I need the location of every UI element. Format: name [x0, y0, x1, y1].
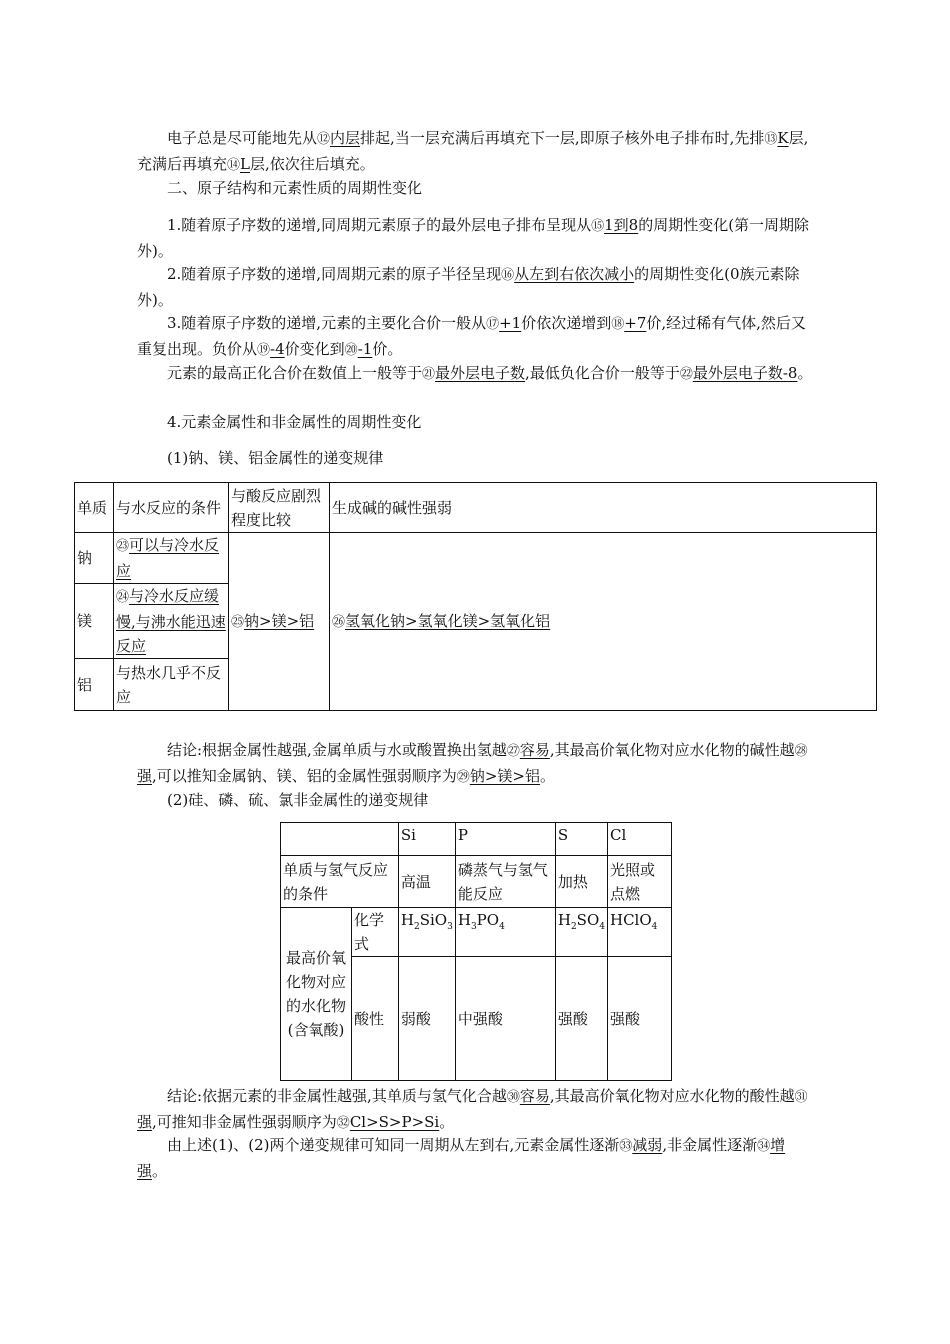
answer-blank: 内层: [330, 129, 361, 147]
formula-cell: $H_2SiO_3$: [398, 908, 455, 957]
answer-number: ㉖: [332, 614, 346, 630]
answer-number: ㉘: [794, 744, 808, 759]
answer-blank: 钠>镁>铝: [469, 767, 540, 785]
formula-cell: $H_2SO_4$: [555, 908, 607, 957]
answer-blank: Cl>S>P>Si: [349, 1113, 440, 1131]
element-name: 铝: [75, 659, 114, 711]
paragraph-electron-filling: 电子总是尽可能地先从⑫内层排起,当一层充满后再填充下一层,即原子核外电子排布时,先排⑬K层,充满后再填充⑭L层,依次往后填充。: [137, 129, 809, 173]
table-cell: 加热: [555, 856, 607, 908]
answer-number: ⑮: [591, 219, 605, 234]
nonmetal-table: [280, 822, 672, 1081]
water-reaction: [114, 533, 229, 584]
formula-cell: $H_3PO_4$: [455, 908, 555, 957]
water-reaction: [114, 584, 229, 659]
element-header: Cl: [607, 823, 671, 856]
nonmetal-conclusion: 结论:依据元素的非金属性越强,其单质与氢气化合越㉚容易,其最高价氧化物对应水化物的酸性越㉛强,可推知非金属性强弱顺序为㉜Cl>S>P>Si。: [137, 1087, 808, 1131]
table-row: [281, 908, 672, 957]
answer-number: ㉔: [116, 590, 130, 605]
table-header: 与水反应的条件: [114, 483, 229, 533]
paragraph-point-1: 1.随着原子序数的递增,同周期元素原子的最外层电子排布呈现从⑮1到8的周期性变化(第一周期除外)。: [137, 216, 810, 260]
table-header-row: [281, 823, 672, 856]
table-row: [75, 533, 877, 584]
answer-blank: -4: [270, 340, 285, 358]
answer-number: ⑳: [344, 343, 358, 358]
section-heading: 二、原子结构和元素性质的周期性变化: [167, 179, 423, 197]
answer-number: ㉗: [506, 744, 520, 759]
table1-caption: (1)钠、镁、铝金属性的递变规律: [167, 449, 384, 467]
answer-number: ㉚: [506, 1090, 520, 1105]
answer-blank: 从左到右依次减小: [514, 265, 635, 283]
table-header: 与酸反应剧烈程度比较: [229, 483, 330, 533]
table-cell: 酸性: [352, 957, 399, 1081]
table-cell: 化学式: [352, 908, 399, 957]
paragraph-point-3: 3.随着原子序数的递增,元素的主要化合价一般从⑰+1价依次递增到⑱+7价,经过稀有气体,然后又重复出现。负价从⑲-4价变化到⑳-1价。: [137, 314, 806, 358]
answer-number: ⑲: [257, 343, 271, 358]
table-header-row: [75, 483, 877, 533]
answer-number: ㉑: [422, 367, 436, 382]
answer-number: ㉓: [116, 539, 130, 554]
table-cell: 强酸: [555, 957, 607, 1081]
element-name: 镁: [75, 584, 114, 659]
element-header: S: [555, 823, 607, 856]
answer-number: ⑰: [486, 317, 500, 332]
answer-number: ⑬: [764, 132, 778, 147]
row-label: 最高价氧化物对应的水化物(含氧酸): [281, 908, 352, 1081]
answer-blank: 强: [137, 1113, 153, 1131]
answer-blank: 最外层电子数: [435, 364, 526, 382]
table-cell: 强酸: [607, 957, 671, 1081]
table-row: [281, 856, 672, 908]
element-header: Si: [398, 823, 455, 856]
answer-blank: 增强: [137, 1136, 786, 1180]
table2-caption: (2)硅、磷、硫、氯非金属性的递变规律: [167, 791, 429, 809]
row-label: 单质与氢气反应的条件: [281, 856, 399, 908]
answer-blank: K: [777, 129, 789, 147]
answer-blank: 氢氧化钠>氢氧化镁>氢氧化铝: [345, 611, 551, 630]
paragraph-point-2: 2.随着原子序数的递增,同周期元素的原子半径呈现⑯从左到右依次减小的周期性变化(0族元素除外)。: [137, 265, 800, 309]
element-name: 钠: [75, 533, 114, 584]
answer-number: ㉜: [336, 1116, 350, 1131]
base-strength: [330, 533, 877, 711]
answer-number: ㉒: [679, 367, 693, 382]
table-cell: 光照或点燃: [607, 856, 671, 908]
answer-blank: 钠>镁>铝: [244, 611, 315, 630]
paragraph-valence: 元素的最高正化合价在数值上一般等于㉑最外层电子数,最低负化合价一般等于㉒最外层电子数-8。: [167, 364, 813, 382]
answer-number: ㉞: [757, 1139, 771, 1154]
answer-number: ㉙: [456, 770, 470, 785]
water-reaction: 与热水几乎不反应: [114, 659, 229, 711]
answer-blank: 与冷水反应缓慢,与沸水能迅速反应: [116, 587, 226, 655]
metal-conclusion: 结论:根据金属性越强,金属单质与水或酸置换出氢越㉗容易,其最高价氧化物对应水化物的碱性越㉘强,可以推知金属钠、镁、铝的金属性强弱顺序为㉙钠>镁>铝。: [137, 741, 808, 785]
answer-blank: +7: [624, 314, 647, 332]
answer-blank: 最外层电子数-8: [692, 364, 798, 382]
answer-number: ⑯: [501, 268, 515, 283]
answer-blank: -1: [357, 340, 373, 358]
answer-number: ⑱: [611, 317, 625, 332]
answer-number: ⑫: [317, 132, 331, 147]
answer-blank: 1到8: [604, 216, 639, 234]
answer-number: ㉕: [231, 614, 245, 630]
element-header: P: [455, 823, 555, 856]
answer-blank: 可以与冷水反应: [116, 536, 220, 580]
table-cell: 高温: [398, 856, 455, 908]
answer-blank: 容易: [519, 1087, 550, 1105]
answer-blank: 强: [137, 767, 153, 785]
answer-blank: +1: [499, 314, 522, 332]
subsection-heading: 4.元素金属性和非金属性的周期性变化: [167, 413, 422, 431]
answer-blank: 容易: [519, 741, 550, 759]
answer-number: ⑭: [227, 158, 241, 173]
table-cell: 磷蒸气与氢气能反应: [455, 856, 555, 908]
acid-reaction: [229, 533, 330, 711]
table-cell: 弱酸: [398, 957, 455, 1081]
answer-number: ㉛: [794, 1090, 808, 1105]
metal-table: [74, 482, 877, 711]
answer-blank: 减弱: [632, 1136, 663, 1154]
table-cell: 中强酸: [455, 957, 555, 1081]
answer-blank: L: [240, 155, 250, 173]
table-header: 生成碱的碱性强弱: [330, 483, 877, 533]
table-header: 单质: [75, 483, 114, 533]
answer-number: ㉝: [619, 1139, 633, 1154]
summary-conclusion: 由上述(1)、(2)两个递变规律可知同一周期从左到右,元素金属性逐渐㉝减弱,非金属性逐渐㉞增强。: [137, 1136, 786, 1180]
formula-cell: HClO$_4$: [607, 908, 671, 957]
